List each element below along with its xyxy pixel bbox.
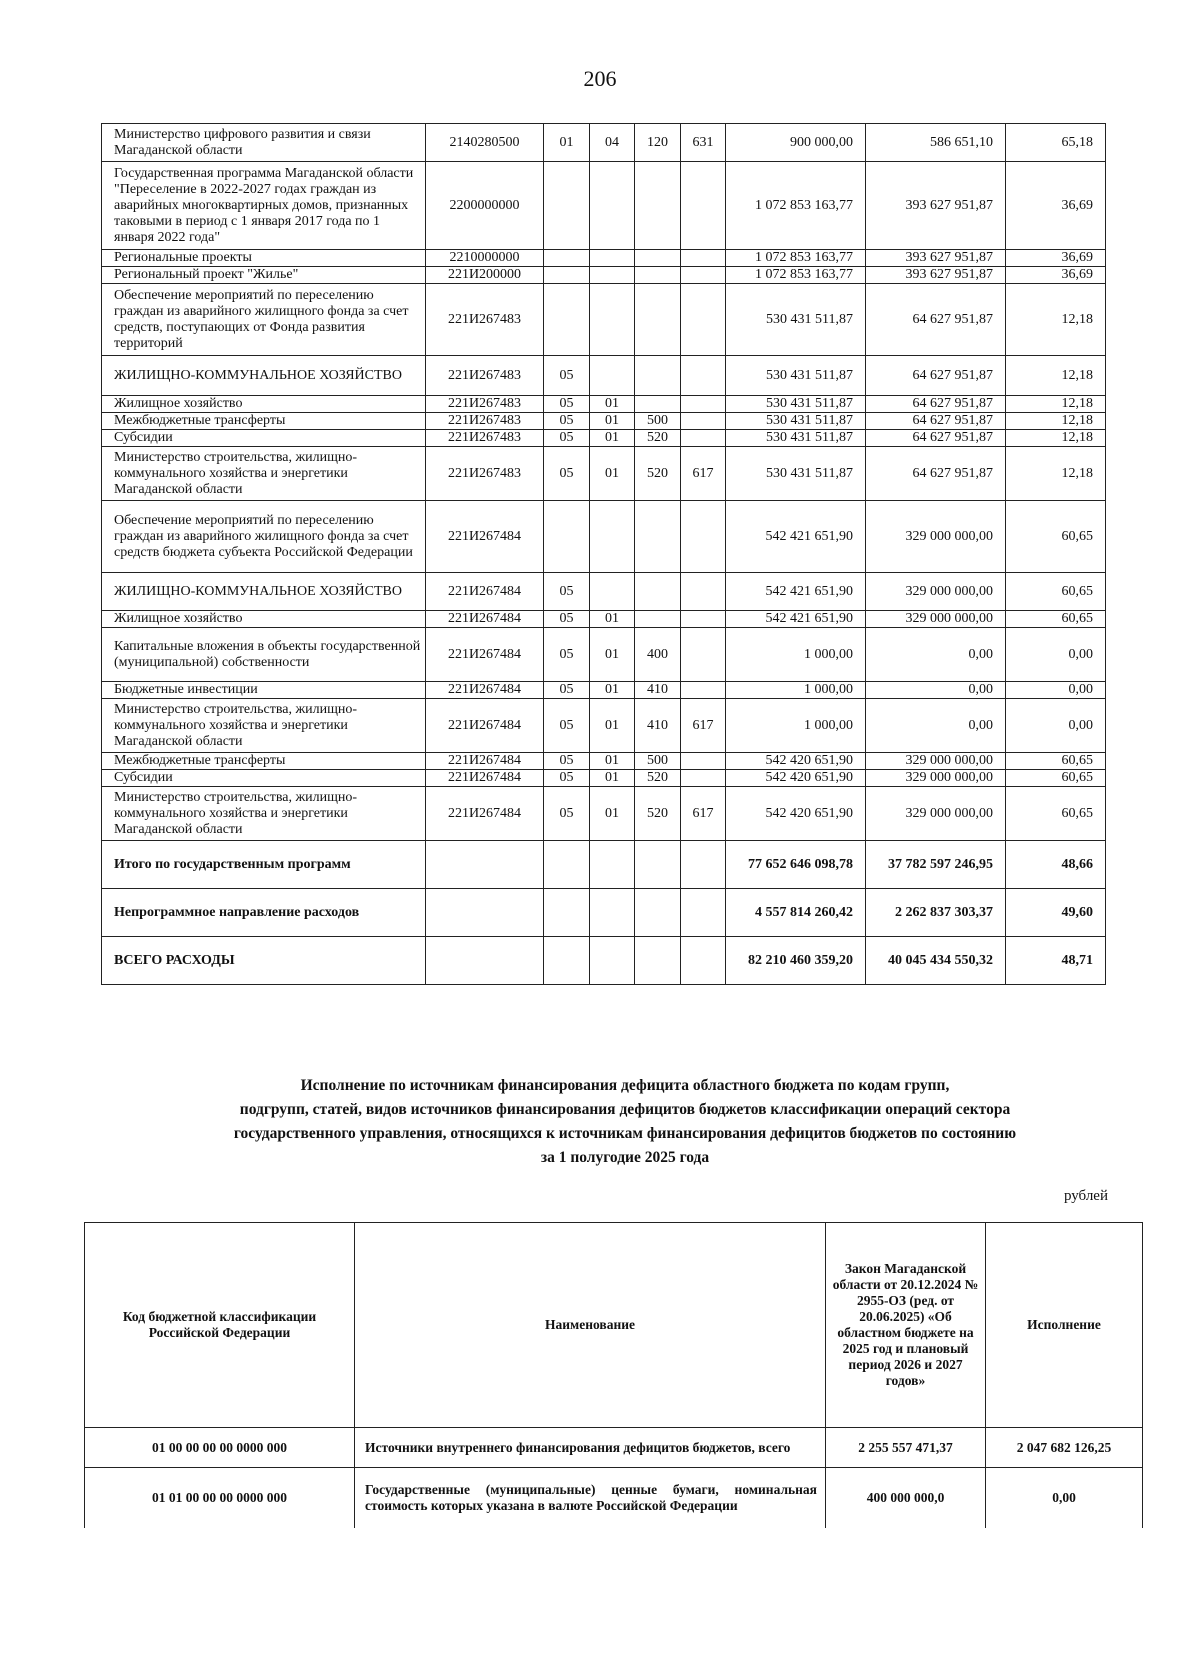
administrator-code xyxy=(681,628,726,682)
subsection-code xyxy=(590,889,635,937)
subsection-code: 01 xyxy=(590,787,635,841)
execution-percent: 12,18 xyxy=(1006,447,1106,501)
planned-amount: 1 072 853 163,77 xyxy=(726,250,866,267)
execution-percent: 12,18 xyxy=(1006,284,1106,356)
execution-percent: 0,00 xyxy=(1006,682,1106,699)
row-name: ЖИЛИЩНО-КОММУНАЛЬНОЕ ХОЗЯЙСТВО xyxy=(102,356,426,396)
executed-amount: 0,00 xyxy=(866,628,1006,682)
planned-amount: 82 210 460 359,20 xyxy=(726,937,866,985)
executed-amount: 64 627 951,87 xyxy=(866,413,1006,430)
subsection-code xyxy=(590,841,635,889)
row-name: ЖИЛИЩНО-КОММУНАЛЬНОЕ ХОЗЯЙСТВО xyxy=(102,573,426,611)
planned-amount: 542 421 651,90 xyxy=(726,501,866,573)
table-row xyxy=(102,611,1106,628)
subsection-code xyxy=(590,267,635,284)
table-row xyxy=(102,430,1106,447)
subsection-code: 01 xyxy=(590,699,635,753)
target-article-code: 221И200000 xyxy=(426,267,544,284)
target-article-code: 221И267483 xyxy=(426,430,544,447)
subsection-code: 01 xyxy=(590,413,635,430)
section-code xyxy=(544,937,590,985)
target-article-code: 2140280500 xyxy=(426,124,544,162)
section-heading xyxy=(150,1074,1100,1170)
subsection-code xyxy=(590,573,635,611)
administrator-code xyxy=(681,250,726,267)
expense-type-code xyxy=(635,250,681,267)
table-row xyxy=(102,573,1106,611)
planned-amount: 1 000,00 xyxy=(726,699,866,753)
expense-type-code xyxy=(635,396,681,413)
header-name: Наименование xyxy=(355,1223,826,1428)
subsection-code: 01 xyxy=(590,682,635,699)
section-code: 05 xyxy=(544,396,590,413)
execution-percent: 36,69 xyxy=(1006,162,1106,250)
execution-percent: 60,65 xyxy=(1006,770,1106,787)
administrator-code xyxy=(681,396,726,413)
subsection-code xyxy=(590,937,635,985)
planned-amount: 77 652 646 098,78 xyxy=(726,841,866,889)
executed-amount: 329 000 000,00 xyxy=(866,501,1006,573)
section-code: 01 xyxy=(544,124,590,162)
execution-percent: 60,65 xyxy=(1006,611,1106,628)
row-name: Субсидии xyxy=(102,770,426,787)
target-article-code: 221И267483 xyxy=(426,396,544,413)
execution-percent: 49,60 xyxy=(1006,889,1106,937)
expense-type-code: 520 xyxy=(635,447,681,501)
expense-type-code: 410 xyxy=(635,699,681,753)
header-row xyxy=(85,1223,1143,1428)
target-article-code: 221И267483 xyxy=(426,413,544,430)
planned-amount: 530 431 511,87 xyxy=(726,447,866,501)
table-row xyxy=(102,447,1106,501)
expense-type-code: 120 xyxy=(635,124,681,162)
section-code: 05 xyxy=(544,430,590,447)
target-article-code: 221И267483 xyxy=(426,356,544,396)
planned-amount: 4 557 814 260,42 xyxy=(726,889,866,937)
execution-percent: 60,65 xyxy=(1006,753,1106,770)
section-code xyxy=(544,284,590,356)
execution-percent: 48,66 xyxy=(1006,841,1106,889)
section-code: 05 xyxy=(544,573,590,611)
expense-type-code xyxy=(635,937,681,985)
target-article-code: 221И267484 xyxy=(426,787,544,841)
law-amount: 2 255 557 471,37 xyxy=(826,1428,986,1468)
table-row xyxy=(102,396,1106,413)
administrator-code xyxy=(681,753,726,770)
executed-amount: 2 262 837 303,37 xyxy=(866,889,1006,937)
table-row xyxy=(102,124,1106,162)
administrator-code xyxy=(681,356,726,396)
planned-amount: 542 421 651,90 xyxy=(726,611,866,628)
target-article-code: 2210000000 xyxy=(426,250,544,267)
row-name: Капитальные вложения в объекты государственной (муниципальной) собственности xyxy=(102,628,426,682)
row-name: Непрограммное направление расходов xyxy=(102,889,426,937)
expense-type-code xyxy=(635,889,681,937)
administrator-code xyxy=(681,889,726,937)
subsection-code: 01 xyxy=(590,770,635,787)
source-name: Источники внутреннего финансирования дефицитов бюджетов, всего xyxy=(355,1428,826,1468)
expense-type-code: 500 xyxy=(635,413,681,430)
row-name: Министерство цифрового развития и связи Магаданской области xyxy=(102,124,426,162)
execution-percent: 36,69 xyxy=(1006,250,1106,267)
administrator-code: 617 xyxy=(681,787,726,841)
expenditure-table xyxy=(101,123,1106,985)
administrator-code xyxy=(681,413,726,430)
row-name: Жилищное хозяйство xyxy=(102,396,426,413)
executed-amount: 329 000 000,00 xyxy=(866,573,1006,611)
execution-percent: 60,65 xyxy=(1006,501,1106,573)
executed-amount: 64 627 951,87 xyxy=(866,430,1006,447)
expense-type-code xyxy=(635,841,681,889)
row-name: Министерство строительства, жилищно-коммунального хозяйства и энергетики Магаданской области xyxy=(102,447,426,501)
executed-amount: 0,00 xyxy=(866,682,1006,699)
row-name: Региональные проекты xyxy=(102,250,426,267)
executed-amount: 2 047 682 126,25 xyxy=(986,1428,1143,1468)
header-exec: Исполнение xyxy=(986,1223,1143,1428)
header-code: Код бюджетной классификации Российской Федерации xyxy=(85,1223,355,1428)
target-article-code xyxy=(426,937,544,985)
expense-type-code xyxy=(635,267,681,284)
table-row xyxy=(102,699,1106,753)
target-article-code: 221И267484 xyxy=(426,501,544,573)
row-name: Региональный проект "Жилье" xyxy=(102,267,426,284)
planned-amount: 542 421 651,90 xyxy=(726,573,866,611)
section-code: 05 xyxy=(544,628,590,682)
law-amount: 400 000 000,0 xyxy=(826,1468,986,1528)
executed-amount: 64 627 951,87 xyxy=(866,284,1006,356)
deficit-sources-table xyxy=(84,1222,1143,1528)
executed-amount: 329 000 000,00 xyxy=(866,753,1006,770)
executed-amount: 64 627 951,87 xyxy=(866,447,1006,501)
table-row xyxy=(85,1468,1143,1528)
expense-type-code: 520 xyxy=(635,770,681,787)
planned-amount: 530 431 511,87 xyxy=(726,284,866,356)
row-name: Обеспечение мероприятий по переселению граждан из аварийного жилищного фонда за счет средств бюджета субъекта Российской Федерации xyxy=(102,501,426,573)
source-code: 01 01 00 00 00 0000 000 xyxy=(85,1468,355,1528)
administrator-code xyxy=(681,611,726,628)
section-code xyxy=(544,267,590,284)
executed-amount: 393 627 951,87 xyxy=(866,250,1006,267)
section-code xyxy=(544,501,590,573)
expense-type-code xyxy=(635,611,681,628)
administrator-code xyxy=(681,841,726,889)
administrator-code: 617 xyxy=(681,447,726,501)
table-row xyxy=(85,1428,1143,1468)
expense-type-code xyxy=(635,356,681,396)
expense-type-code xyxy=(635,162,681,250)
executed-amount: 0,00 xyxy=(986,1468,1143,1528)
row-name: Государственная программа Магаданской области "Переселение в 2022-2027 годах граждан из аварийных многоквартирных домов, признанных таковыми в период с 1 января 2017 года по 1 января 2022 года" xyxy=(102,162,426,250)
planned-amount: 542 420 651,90 xyxy=(726,787,866,841)
section-code: 05 xyxy=(544,356,590,396)
subsection-code xyxy=(590,250,635,267)
source-name: Государственные (муниципальные) ценные бумаги, номинальная стоимость которых указана в валюте Российской Федерации xyxy=(355,1468,826,1528)
header-law: Закон Магаданской области от 20.12.2024 № 2955-ОЗ (ред. от 20.06.2025) «Об областном бюджете на 2025 год и плановый период 2026 и 2027 годов» xyxy=(826,1223,986,1428)
expense-type-code xyxy=(635,284,681,356)
planned-amount: 542 420 651,90 xyxy=(726,770,866,787)
target-article-code: 221И267484 xyxy=(426,611,544,628)
table-row xyxy=(102,787,1106,841)
executed-amount: 0,00 xyxy=(866,699,1006,753)
executed-amount: 329 000 000,00 xyxy=(866,770,1006,787)
executed-amount: 393 627 951,87 xyxy=(866,162,1006,250)
table-row xyxy=(102,356,1106,396)
target-article-code: 2200000000 xyxy=(426,162,544,250)
section-code: 05 xyxy=(544,682,590,699)
source-code: 01 00 00 00 00 0000 000 xyxy=(85,1428,355,1468)
planned-amount: 1 000,00 xyxy=(726,628,866,682)
subsection-code: 01 xyxy=(590,396,635,413)
executed-amount: 329 000 000,00 xyxy=(866,787,1006,841)
executed-amount: 329 000 000,00 xyxy=(866,611,1006,628)
expense-type-code: 520 xyxy=(635,787,681,841)
administrator-code xyxy=(681,573,726,611)
subsection-code: 01 xyxy=(590,628,635,682)
table-row xyxy=(102,628,1106,682)
target-article-code: 221И267484 xyxy=(426,573,544,611)
section-code xyxy=(544,250,590,267)
table-row xyxy=(102,841,1106,889)
section-heading-line: за 1 полугодие 2025 года xyxy=(540,1149,710,1166)
execution-percent: 36,69 xyxy=(1006,267,1106,284)
table-row xyxy=(102,250,1106,267)
administrator-code xyxy=(681,937,726,985)
execution-percent: 60,65 xyxy=(1006,573,1106,611)
expense-type-code: 400 xyxy=(635,628,681,682)
execution-percent: 12,18 xyxy=(1006,430,1106,447)
administrator-code xyxy=(681,501,726,573)
subsection-code xyxy=(590,501,635,573)
row-name: Бюджетные инвестиции xyxy=(102,682,426,699)
section-code: 05 xyxy=(544,787,590,841)
planned-amount: 530 431 511,87 xyxy=(726,413,866,430)
planned-amount: 530 431 511,87 xyxy=(726,430,866,447)
planned-amount: 530 431 511,87 xyxy=(726,396,866,413)
units-label: рублей xyxy=(1063,1188,1108,1204)
table-row xyxy=(102,267,1106,284)
row-name: Итого по государственным программ xyxy=(102,841,426,889)
section-code: 05 xyxy=(544,413,590,430)
subsection-code: 04 xyxy=(590,124,635,162)
executed-amount: 37 782 597 246,95 xyxy=(866,841,1006,889)
execution-percent: 12,18 xyxy=(1006,413,1106,430)
execution-percent: 0,00 xyxy=(1006,699,1106,753)
row-name: Министерство строительства, жилищно-коммунального хозяйства и энергетики Магаданской области xyxy=(102,787,426,841)
table-row xyxy=(102,753,1106,770)
administrator-code xyxy=(681,430,726,447)
table-row xyxy=(102,501,1106,573)
target-article-code: 221И267483 xyxy=(426,447,544,501)
section-code: 05 xyxy=(544,699,590,753)
row-name: Жилищное хозяйство xyxy=(102,611,426,628)
subsection-code: 01 xyxy=(590,447,635,501)
table-row xyxy=(102,162,1106,250)
table-row xyxy=(102,770,1106,787)
planned-amount: 1 072 853 163,77 xyxy=(726,267,866,284)
administrator-code xyxy=(681,770,726,787)
target-article-code xyxy=(426,841,544,889)
planned-amount: 900 000,00 xyxy=(726,124,866,162)
administrator-code: 617 xyxy=(681,699,726,753)
section-heading-line: Исполнение по источникам финансирования дефицита областного бюджета по кодам групп, xyxy=(300,1077,950,1094)
target-article-code xyxy=(426,889,544,937)
target-article-code: 221И267484 xyxy=(426,628,544,682)
section-heading-line: подгрупп, статей, видов источников финансирования дефицитов бюджетов классификации операций сектора xyxy=(239,1101,1011,1118)
planned-amount: 530 431 511,87 xyxy=(726,356,866,396)
planned-amount: 542 420 651,90 xyxy=(726,753,866,770)
target-article-code: 221И267484 xyxy=(426,682,544,699)
subsection-code: 01 xyxy=(590,753,635,770)
administrator-code xyxy=(681,682,726,699)
execution-percent: 0,00 xyxy=(1006,628,1106,682)
subsection-code: 01 xyxy=(590,430,635,447)
row-name: Межбюджетные трансферты xyxy=(102,413,426,430)
executed-amount: 64 627 951,87 xyxy=(866,396,1006,413)
execution-percent: 65,18 xyxy=(1006,124,1106,162)
subsection-code xyxy=(590,162,635,250)
target-article-code: 221И267484 xyxy=(426,699,544,753)
table-row xyxy=(102,682,1106,699)
executed-amount: 40 045 434 550,32 xyxy=(866,937,1006,985)
table-row xyxy=(102,413,1106,430)
section-code: 05 xyxy=(544,447,590,501)
execution-percent: 12,18 xyxy=(1006,356,1106,396)
row-name: Межбюджетные трансферты xyxy=(102,753,426,770)
administrator-code xyxy=(681,162,726,250)
subsection-code: 01 xyxy=(590,611,635,628)
section-code xyxy=(544,162,590,250)
section-heading-line: государственного управления, относящихся к источникам финансирования дефицитов бюджетов по состоянию xyxy=(233,1125,1017,1142)
execution-percent: 60,65 xyxy=(1006,787,1106,841)
page-number: 206 xyxy=(583,66,617,91)
target-article-code: 221И267483 xyxy=(426,284,544,356)
subsection-code xyxy=(590,356,635,396)
section-code xyxy=(544,889,590,937)
executed-amount: 393 627 951,87 xyxy=(866,267,1006,284)
table-row xyxy=(102,889,1106,937)
row-name: Министерство строительства, жилищно-коммунального хозяйства и энергетики Магаданской области xyxy=(102,699,426,753)
administrator-code xyxy=(681,284,726,356)
target-article-code: 221И267484 xyxy=(426,770,544,787)
section-code: 05 xyxy=(544,753,590,770)
table-row xyxy=(102,284,1106,356)
target-article-code: 221И267484 xyxy=(426,753,544,770)
expense-type-code: 410 xyxy=(635,682,681,699)
expense-type-code: 500 xyxy=(635,753,681,770)
expense-type-code: 520 xyxy=(635,430,681,447)
section-code: 05 xyxy=(544,611,590,628)
administrator-code xyxy=(681,267,726,284)
execution-percent: 48,71 xyxy=(1006,937,1106,985)
planned-amount: 1 072 853 163,77 xyxy=(726,162,866,250)
row-name: Субсидии xyxy=(102,430,426,447)
table-row xyxy=(102,937,1106,985)
administrator-code: 631 xyxy=(681,124,726,162)
row-name: ВСЕГО РАСХОДЫ xyxy=(102,937,426,985)
expense-type-code xyxy=(635,501,681,573)
expense-type-code xyxy=(635,573,681,611)
subsection-code xyxy=(590,284,635,356)
executed-amount: 586 651,10 xyxy=(866,124,1006,162)
planned-amount: 1 000,00 xyxy=(726,682,866,699)
row-name: Обеспечение мероприятий по переселению граждан из аварийного жилищного фонда за счет средств, поступающих от Фонда развития территорий xyxy=(102,284,426,356)
executed-amount: 64 627 951,87 xyxy=(866,356,1006,396)
section-code: 05 xyxy=(544,770,590,787)
section-code xyxy=(544,841,590,889)
execution-percent: 12,18 xyxy=(1006,396,1106,413)
